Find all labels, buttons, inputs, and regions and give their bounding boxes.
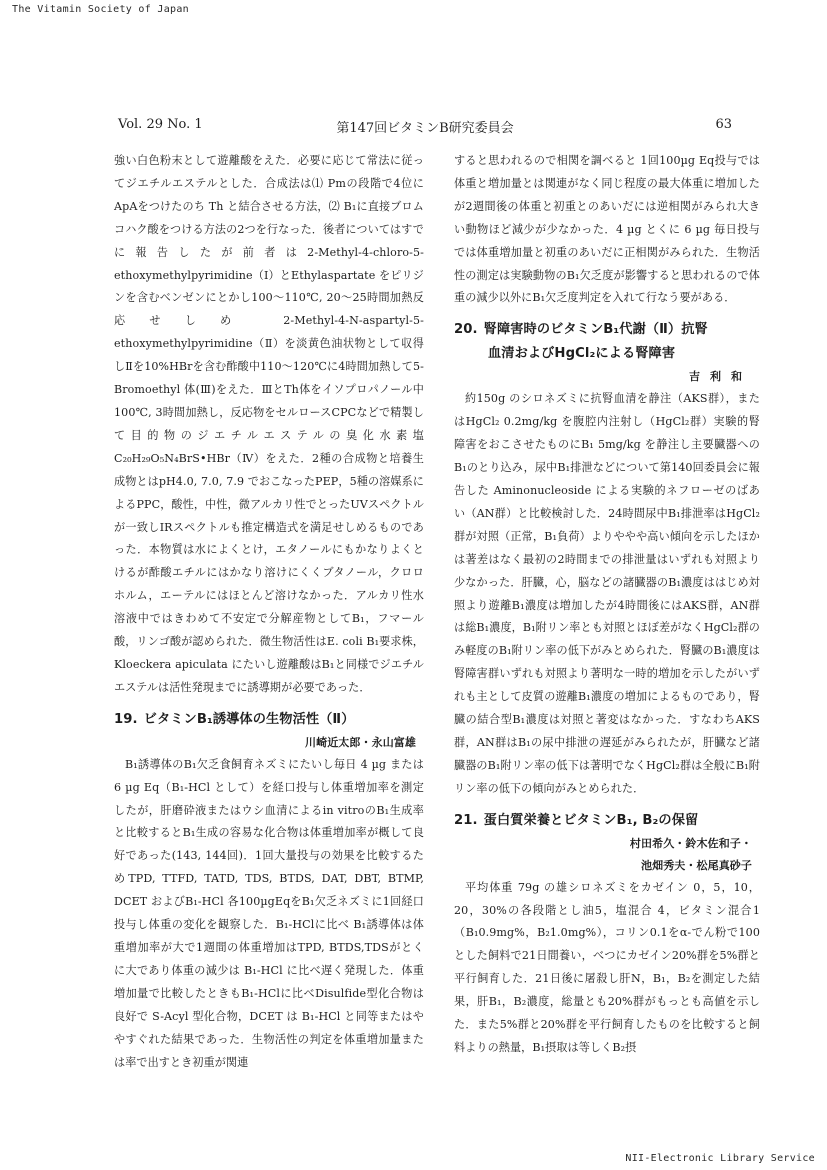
intro-paragraph: 強い白色粉末として遊離酸をえた．必要に応じて常法に従ってジエチルエステルとした．合成法は⑴ Pmの段階で4位にApAをつけたのち Th と結合させる方法，⑵ B₁に直接ブロムコハク酸をつける方法の2つを行なった．後者についてはすでに報告したが前者は2-Methyl-4-chloro-5-ethoxymethylpyrimidine（Ⅰ）とEthylaspartate をピリジンを含むベンゼンにとかし100～110℃, 20～25時間加熱反応せしめ 2-Methyl-4-N-aspartyl-5-ethoxymethylpyrimidine（Ⅱ）を淡黄色油状物として収得しⅡを10%HBrを含む酢酸中110～120℃に4時間加熱して5-Bromoethyl 体(Ⅲ)をえた．ⅢとTh体をイソプロパノール中100℃, 3時間加熱し，反応物をセルロースCPCなどで精製して目的物のジエチルエステルの臭化水素塩C₂₀H₂₉O₅N₄BrS•HBr（Ⅳ）をえた．2種の合成物と培養生成物とはpH4.0, 7.0, 7.9 でおこなったPEP，5種の溶媒系によるPPC，酸性，中性，微アルカリ性でとったUVスペクトルが一致しIRスペクトルも推定構造式を満足せしめるものであった．本物質は水によくとけ，エタノールにもかなりよくとけるが酢酸エチルにはかなり溶けにくくブタノール，クロロホルム，エーテルにはほとんど溶けなかった．アルカリ性水溶液中ではきわめて不安定で分解産物としてB₁，フマール酸，リンゴ酸が認められた．微生物活性はE. coli B₁要求株，Kloeckera apiculata にたいし遊離酸はB₁と同様でジエチルエステルは活性発現までに誘導期が必要であった． bbox=[114, 154, 424, 694]
left-column bbox=[114, 150, 424, 1074]
library-banner-top: The Vitamin Society of Japan bbox=[12, 4, 189, 15]
section-20-number: 20. bbox=[454, 322, 478, 338]
section-21-heading bbox=[454, 809, 760, 833]
section-19-heading bbox=[114, 708, 424, 732]
library-banner-bottom: NII-Electronic Library Service bbox=[625, 1153, 815, 1164]
section-19-title: ビタミンB₁誘導体の生物活性（Ⅱ） bbox=[143, 711, 355, 727]
volume-label: Vol. 29 No. 1 bbox=[118, 117, 203, 132]
section-20-title-line1: 腎障害時のビタミンB₁代謝（Ⅱ）抗腎 bbox=[483, 322, 708, 338]
right-column bbox=[454, 150, 760, 1060]
section-20-heading bbox=[454, 318, 760, 366]
section-20-title-line2: 血清およびHgCl₂による腎障害 bbox=[488, 346, 676, 362]
section-19-body: B₁誘導体のB₁欠乏食飼育ネズミにたいし毎日 4 µg または 6 µg Eq（B₁-HCl として）を経口投与し体重増加率を測定したが，肝磨砕液またはウシ血清によるin vitroのB₁生成率と比較するとB₁生成の容易な化合物は体重増加率が概して良好であった(143, 144回)．1回大量投与の効果を比較するためTPD, TTFD, TATD, TDS, BTDS, DAT, DBT, BTMP, DCET およびB₁-HCl 各100µgEqをB₁欠乏ネズミに1回経口投与し体重の変化を観察した．B₁-HClに比べ B₁誘導体は体重増加率が大で1週間の体重増加はTPD, BTDS,TDSがとくに大であり体重の減少は B₁-HCl に比べ遅く発現した．体重増加量で比較したときもB₁-HClに比べDisulfide型化合物は良好で S-Acyl 型化合物，DCET は B₁-HCl と同等またはややすぐれた結果であった．生物活性の判定を体重増加量または率で出すとき初重が関連 bbox=[114, 757, 424, 1069]
section-20-body: 約150g のシロネズミに抗腎血清を静注（AKS群），またはHgCl₂ 0.2mg/kg を腹腔内注射し（HgCl₂群）実験的腎障害をおこさせたものにB₁ 5mg/kg を静注し主要臓器へのB₁のとり込み，尿中B₁排泄などについて第140回委員会に報告した Aminonucleoside による実験的ネフローゼのばあい（AN群）と比較検討した．24時間尿中B₁排泄率はHgCl₂群が対照（正常，B₁負荷）よりややや高い傾向を示したほかは著差はなく最初の2時間までの排泄量はいずれも対照より少なかった．肝臓，心，脳などの諸臓器のB₁濃度ははじめ対照より遊離B₁濃度は増加したが4時間後にはAKS群，AN群は総B₁濃度，B₁附リン率とも対照とほぼ差がなくHgCl₂群のみ軽度のB₁附リン率の低下がみとめられた．腎臓のB₁濃度は腎障害群いずれも対照より著明な一時的増加を示したがいずれも主として皮質の遊離B₁濃度の増加によるものであり，腎臓の結合型B₁濃度は対照と著変はなかった．すなわちAKS群，AN群はB₁の尿中排泄の遅延がみられたが，肝臓など諸臓器のB₁附リン率の低下は著明でなくHgCl₂群は全般にB₁附リン率の低下の傾向がみとめられた． bbox=[454, 392, 760, 795]
section-21-title: 蛋白質栄養とビタミンB₁, B₂の保留 bbox=[483, 812, 699, 828]
section-20-authors: 吉利和 bbox=[689, 370, 752, 384]
page-number: 63 bbox=[715, 117, 732, 132]
section-21-authors-line1: 村田希久・鈴木佐和子・ bbox=[629, 836, 752, 850]
committee-title: 第147回ビタミンB研究委員会 bbox=[336, 121, 514, 136]
section-19-authors: 川崎近太郎・永山富雄 bbox=[305, 735, 416, 749]
page-header bbox=[118, 117, 732, 139]
section-19-continuation: すると思われるので相関を調べると 1回100µg Eq投与では体重と増加量とは関連がなく同じ程度の最大体重に増加したが2週間後の体重と初重とのあいだには逆相関がみられ大きい動物ほど減少が少なかった．4 µg とくに 6 µg 毎日投与では体重増加量と初重のあいだに正相関がみられた．生物活性の測定は実験動物のB₁欠乏度が影響すると思われるので体重の減少以外にB₁欠乏度判定を入れて行なう要がある． bbox=[454, 154, 760, 305]
section-21-authors-line2: 池畑秀夫・松尾真砂子 bbox=[641, 858, 752, 872]
section-21-body: 平均体重 79g の雄シロネズミをカゼイン 0，5，10，20，30%の各段階とし油5，塩混合 4，ビタミン混合1（B₁0.9mg%，B₂1.0mg%），コリン0.1をα-でん粉で100とした飼料で21日間養い，べつにカゼイン20%群を5%群と平行飼育した．21日後に屠殺し肝N，B₁，B₂を測定した結果，肝B₁，B₂濃度，総量とも20%群がもっとも高値を示した．また5%群と20%群を平行飼育したものを比較すると飼料よりの熱量，B₁摂取は等しくB₂摂 bbox=[454, 880, 760, 1054]
section-19-number: 19. bbox=[114, 711, 138, 727]
section-21-number: 21. bbox=[454, 812, 478, 828]
